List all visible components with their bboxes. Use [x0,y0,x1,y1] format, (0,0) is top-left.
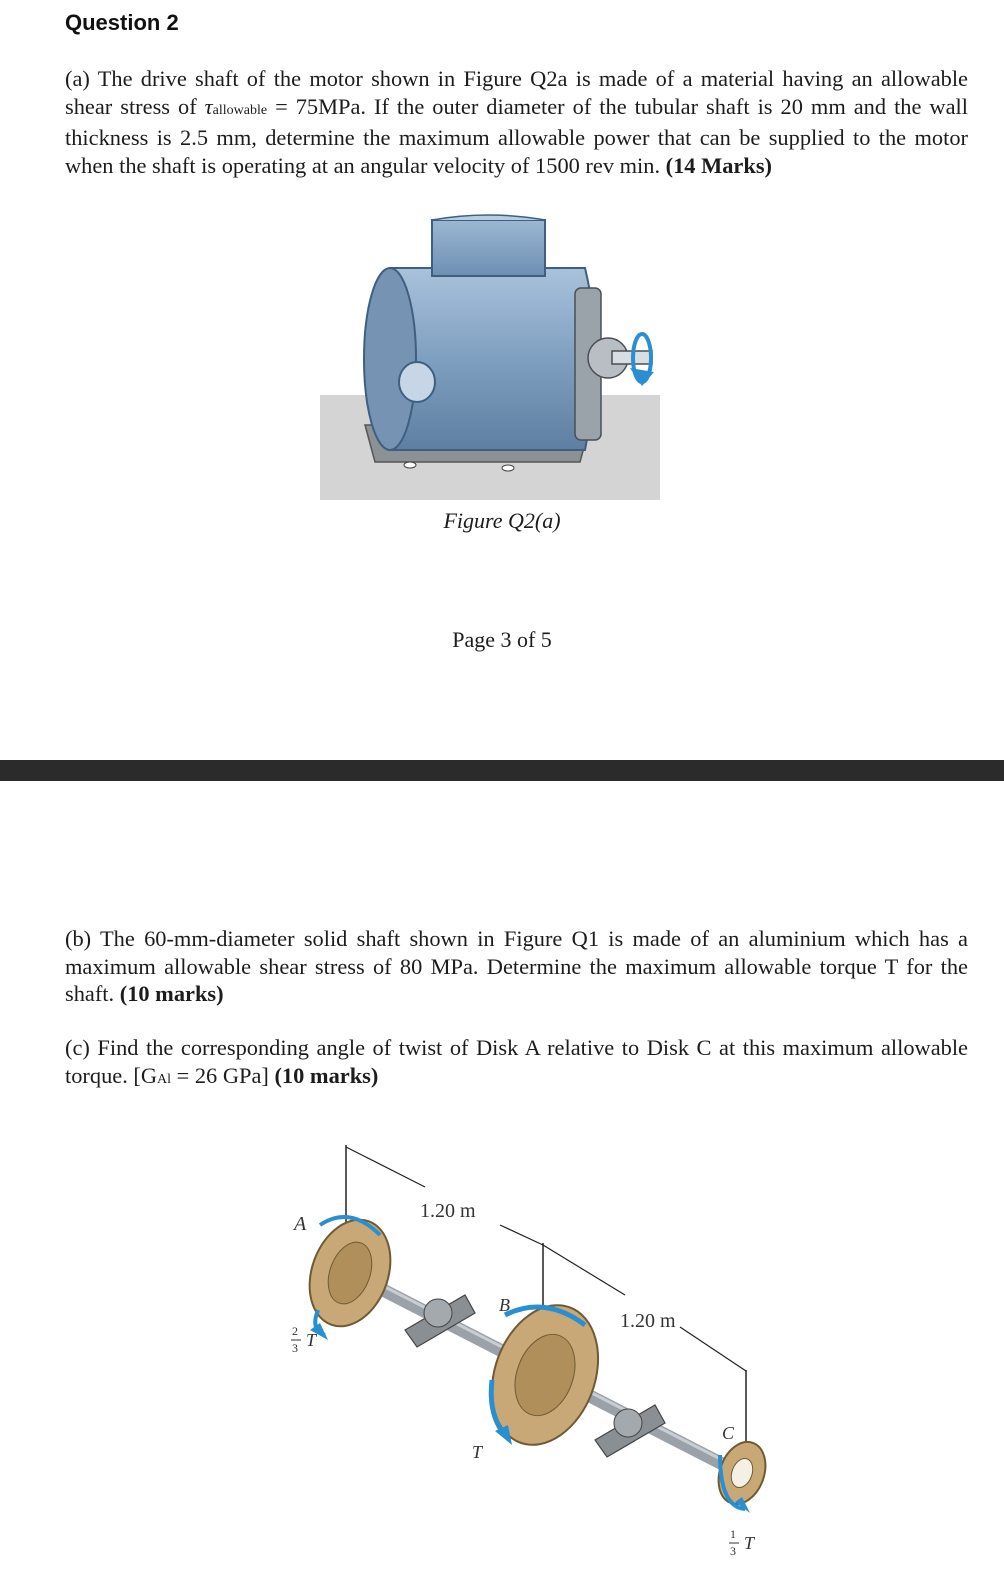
dim-label-bc: 1.20 m [620,1310,676,1332]
motor-end-cap [364,268,416,450]
svg-text:2: 2 [292,1324,298,1338]
part-b-marks: (10 marks) [119,981,224,1006]
svg-text:3: 3 [730,1544,736,1558]
base-hole-right [502,465,514,471]
motor-figure [320,200,680,505]
svg-text:3: 3 [292,1341,298,1355]
label-c: C [722,1423,735,1443]
motor-vent [399,362,435,402]
dim-label-ab: 1.20 m [420,1200,476,1222]
page-divider [0,760,1004,781]
tau-subscript: allowable [212,102,268,118]
part-a-text: (a) The drive shaft of the motor shown in Figure Q2a is made of a material having an allowable shear stress of τallowable = 75MPa. If the outer diameter of the tubular shaft is 20 mm and the wall thickness is 2.5 mm, determine the maximum allowable power that can be supplied to the motor when the shaft is operating at an angular velocity of 1500 rev min. (14 Marks) [65,66,968,178]
svg-text:T: T [744,1533,755,1553]
part-a-marks: (14 Marks) [665,152,772,178]
part-b-text: (b) The 60-mm-diameter solid shaft shown in Figure Q1 is made of an aluminium which has a maximum allowable shear stress of 80 MPa. Determine the maximum allowable torque T for the shaft. (10 marks) [65,926,968,1006]
terminal-box [432,220,545,276]
tau-symbol: τ [204,93,213,119]
shaft-figure [280,1135,780,1590]
part-c-marks: (10 marks) [274,1062,379,1088]
torque-b: T [472,1442,483,1462]
disk-b [473,1290,616,1460]
svg-text:T: T [306,1330,317,1350]
torque-c-label [729,1527,756,1558]
question-title: Question 2 [65,10,179,35]
part-c-text: (c) Find the corresponding angle of twist of Disk A relative to Disk C at this maximum allowable torque. [GAl = 26 GPa] (10 marks) [65,1035,968,1088]
svg-text:1: 1 [730,1527,736,1541]
label-a: A [294,1213,307,1235]
figure-a-caption: Figure Q2(a) [443,508,561,533]
label-b: B [499,1295,510,1315]
disk-c [710,1435,773,1513]
base-hole-left [404,462,416,468]
g-subscript: Al [157,1071,172,1087]
disk-a [295,1208,404,1340]
page-number: Page 3 of 5 [452,627,552,652]
